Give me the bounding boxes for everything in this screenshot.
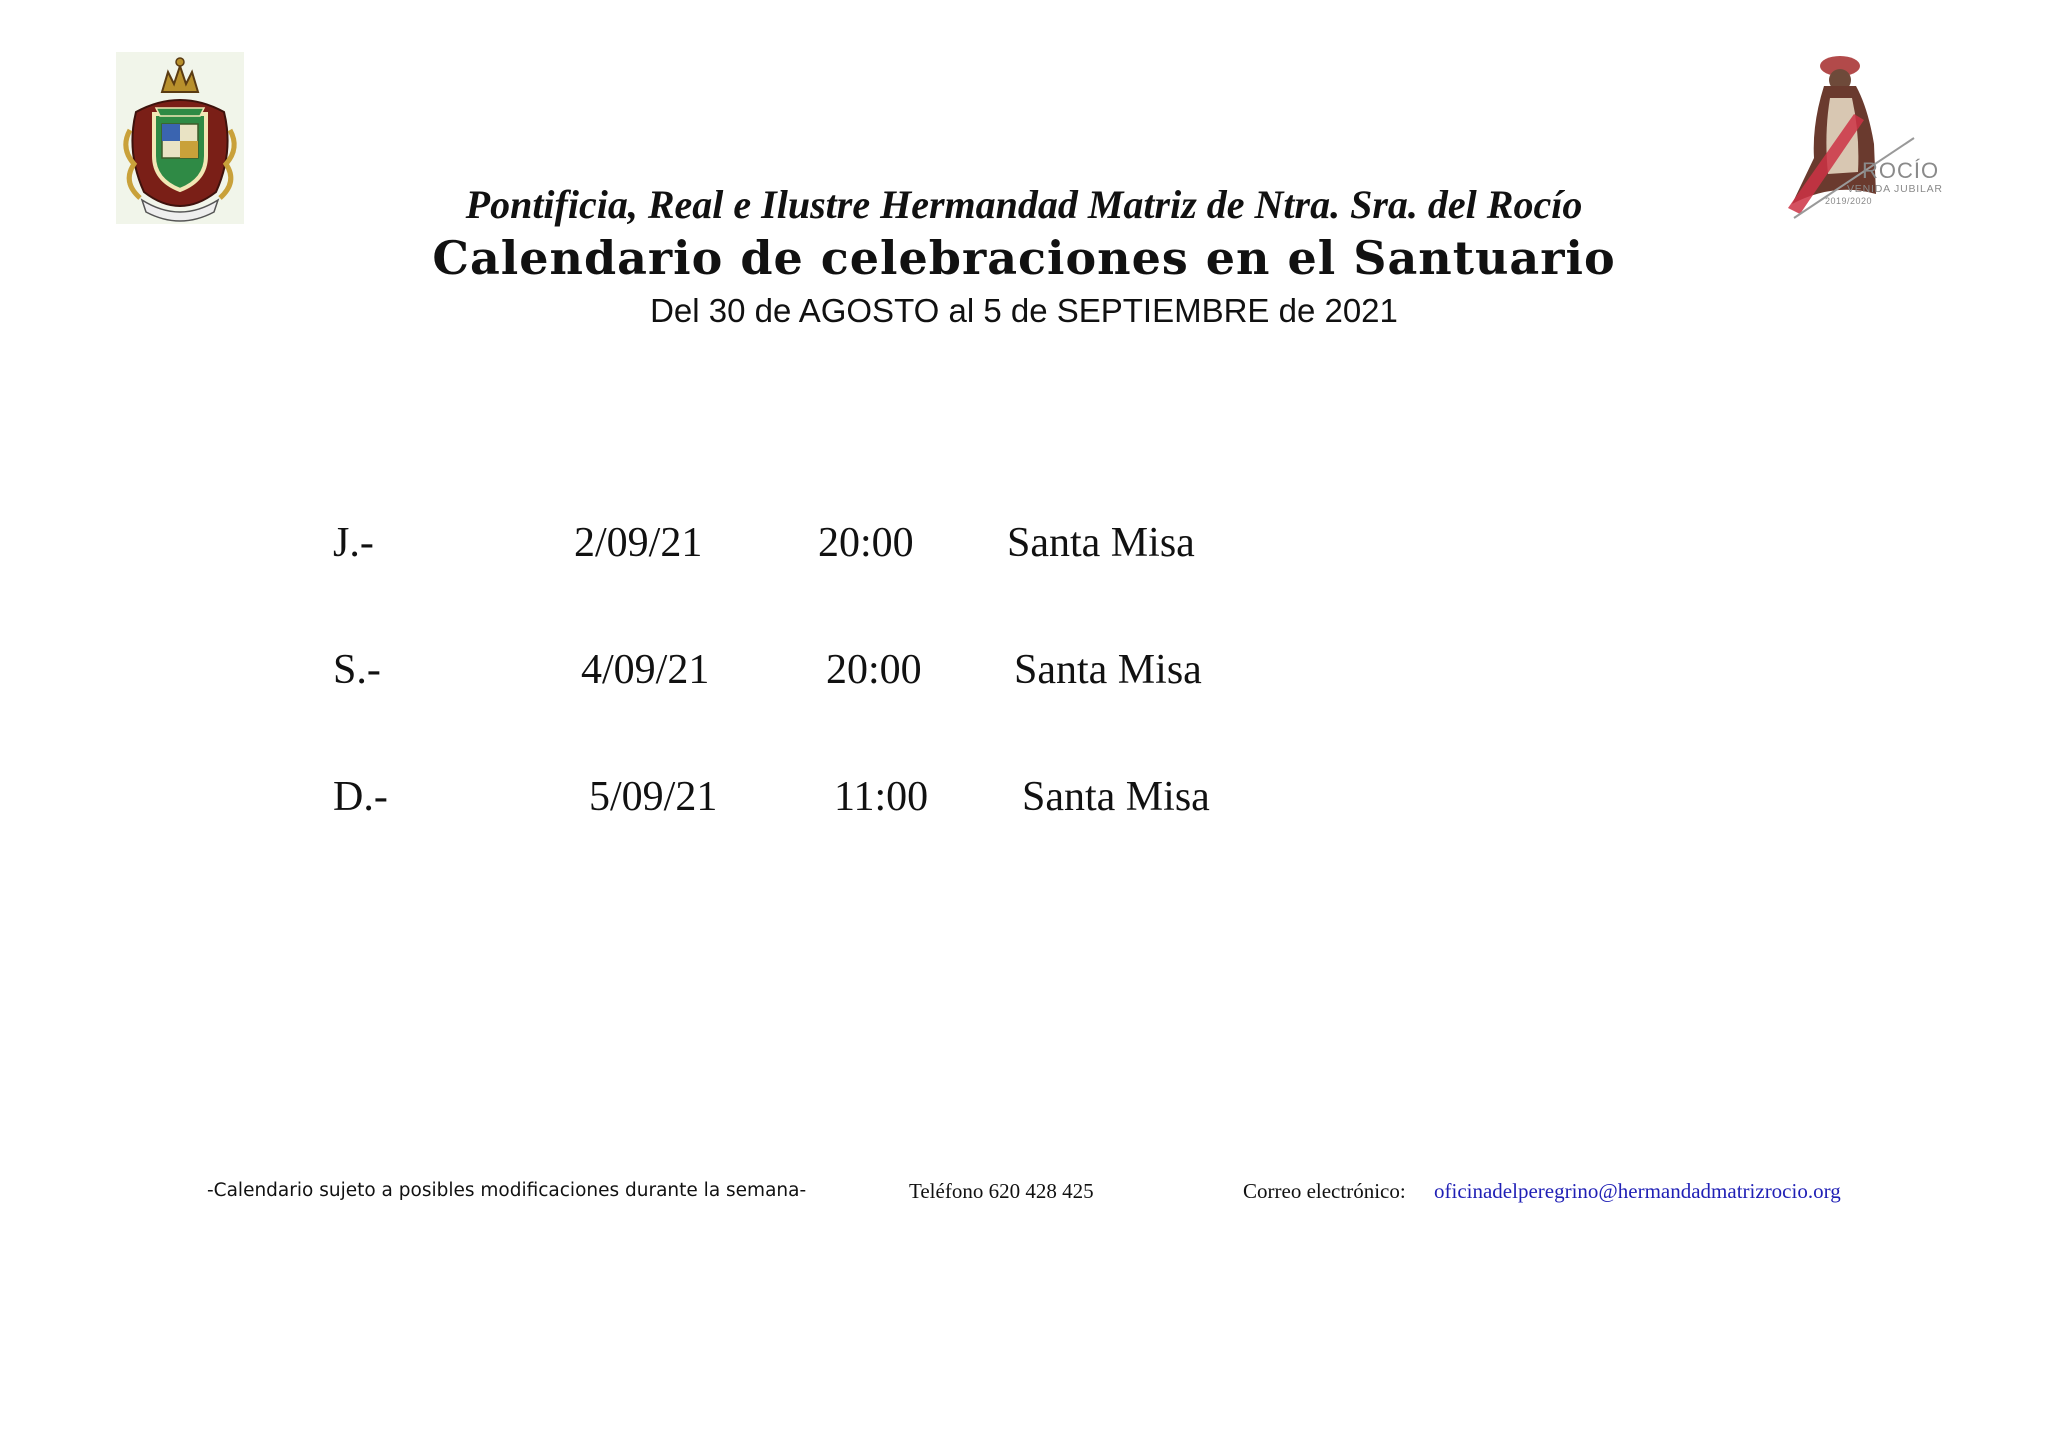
schedule-time: 11:00 (834, 774, 929, 820)
footer-email-label: Correo electrónico: (1243, 1179, 1406, 1203)
schedule-day: J.- (333, 520, 374, 566)
jubilee-subtitle: VENIDA JUBILAR (1847, 183, 1943, 195)
footer-email-link[interactable]: oficinadelperegrino@hermandadmatrizrocio.org (1434, 1179, 1841, 1203)
schedule-day: D.- (333, 774, 388, 820)
schedule-time: 20:00 (818, 520, 914, 566)
schedule-date: 5/09/21 (589, 774, 718, 820)
footer-phone: Teléfono 620 428 425 (909, 1179, 1094, 1203)
schedule-event: Santa Misa (1014, 647, 1202, 693)
jubilee-wordmark: ROCÍO (1862, 158, 1940, 183)
schedule-date: 4/09/21 (581, 647, 710, 693)
date-range: Del 30 de AGOSTO al 5 de SEPTIEMBRE de 2021 (650, 292, 1398, 329)
schedule-day: S.- (333, 647, 381, 693)
schedule-time: 20:00 (826, 647, 922, 693)
footer-note: -Calendario sujeto a posibles modificaciones durante la semana- (207, 1180, 807, 1201)
schedule-event: Santa Misa (1022, 774, 1210, 820)
schedule-event: Santa Misa (1007, 520, 1195, 566)
organization-name: Pontificia, Real e Ilustre Hermandad Matriz de Ntra. Sra. del Rocío (465, 182, 1583, 227)
page-title: Calendario de celebraciones en el Santuario (432, 231, 1616, 285)
schedule-date: 2/09/21 (574, 520, 703, 566)
jubilee-years: 2019/2020 (1825, 196, 1873, 206)
